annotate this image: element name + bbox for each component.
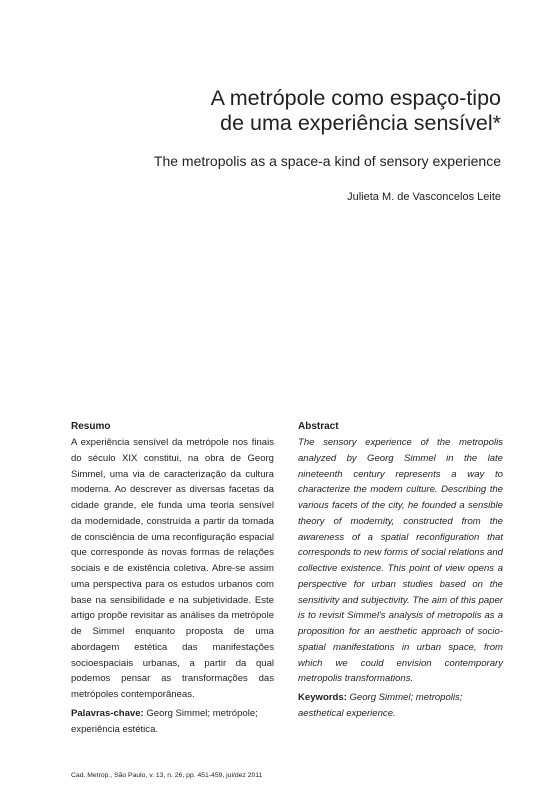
author-name: Julieta M. de Vasconcelos Leite: [347, 191, 501, 203]
abstract-section: [298, 419, 503, 722]
resumo-keywords-label: Palavras-chave:: [71, 707, 144, 719]
resumo-keywords: [71, 706, 274, 738]
resumo-heading: Resumo: [71, 421, 111, 432]
article-title-line1: A metrópole como espaço-tipo: [210, 86, 501, 110]
abstract-keywords: [298, 690, 503, 722]
abstract-keywords-text: Georg Simmel; metropolis; aesthetical experience.: [298, 692, 463, 719]
article-title-line2: de uma experiência sensível*: [220, 111, 501, 135]
resumo-keywords-text: Georg Simmel; metrópole; experiência estética.: [71, 707, 258, 735]
article-subtitle: The metropolis as a space-a kind of sensory experience: [153, 153, 501, 169]
abstract-heading: Abstract: [298, 421, 339, 432]
journal-footer: Cad. Metrop., São Paulo, v. 13, n. 26, pp. 451-459, jul/dez 2011: [71, 772, 263, 779]
resumo-section: [71, 419, 274, 737]
resumo-body: A experiência sensível da metrópole nos finais do século XIX constitui, na obra de Georg Simmel, uma via de caracterização da cultura moderna. Ao descrever as diversas facetas da cidade grande, ele funda uma teoria sensível da modernidade, construída a partir da tomada de consciência de uma reconfiguração espacial que corresponde às novas formas de relações sociais e de existência coletiva. Abre-se assim uma perspectiva para os estudos urbanos com base na sensibilidade e na subjetividade. Este artigo propõe revisitar as análises da metrópole de Simmel enquanto proposta de uma abordagem estética das manifestações socioespaciais urbanas, a partir da qual podemos pensar as transformações das metrópoles contemporâneas.: [71, 437, 274, 700]
abstract-body: The sensory experience of the metropolis analyzed by Georg Simmel in the late nineteenth century represents a way to characterize the modern culture. Describing the various facets of the city, he founded a sensible theory of modernity, constructed from the awareness of a spatial reconfiguration that corresponds to new forms of social relations and collective existence. This point of view opens a perspective for urban studies based on the sensitivity and subjectivity. The aim of this paper is to revisit Simmel's analysis of metropolis as a proposition for an aesthetic approach of socio-spatial manifestations in urban space, from which we could envision contemporary metropolis transformations.: [298, 437, 503, 685]
abstract-keywords-label: Keywords:: [298, 692, 347, 703]
article-title: [61, 86, 501, 136]
